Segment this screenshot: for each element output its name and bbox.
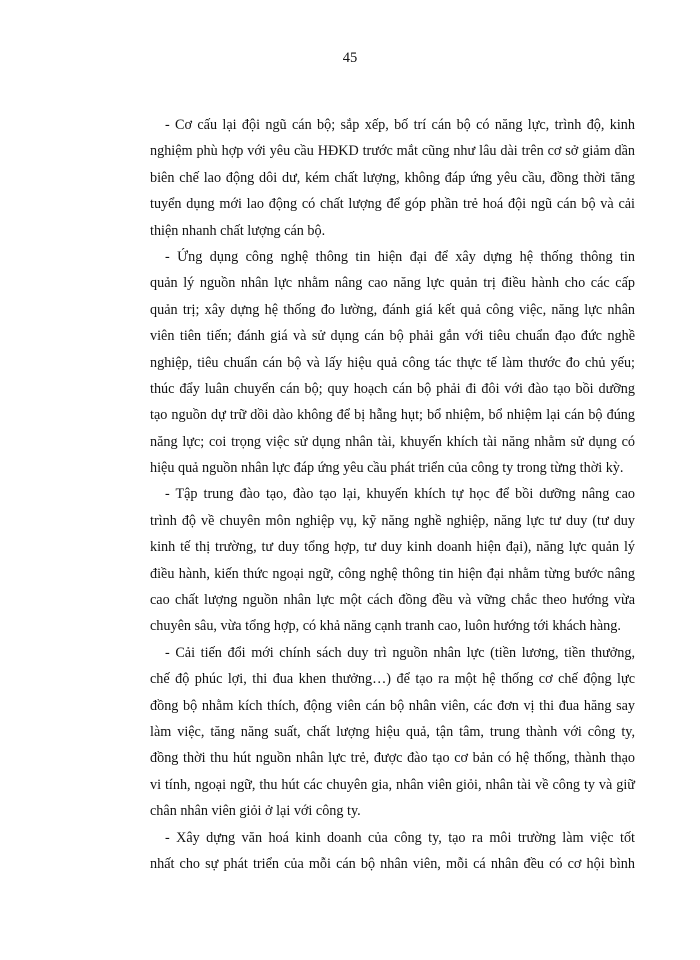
text-line: chế độ phúc lợi, thi đua khen thưởng…) để tạo ra một hệ thống cơ chế động lực <box>150 671 635 688</box>
text-line: - Tập trung đào tạo, đào tạo lại, khuyến khích tự học để bồi dưỡng nâng cao <box>165 486 635 503</box>
paragraph <box>150 825 635 878</box>
paragraph <box>150 244 635 482</box>
text-line: - Xây dựng văn hoá kinh doanh của công ty, tạo ra môi trường làm việc tốt <box>165 829 635 846</box>
document-body <box>150 112 635 877</box>
text-line: quản trị; xây dựng hệ thống đo lường, đánh giá kết quả công việc, năng lực nhân <box>150 301 635 318</box>
text-line: năng lực; coi trọng việc sử dụng nhân tài, khuyến khích tài năng nhằm sử dụng có <box>150 433 635 450</box>
paragraph <box>150 481 635 639</box>
text-line: nghiệm phù hợp với yêu cầu HĐKD trước mắt cũng như lâu dài trên cơ sở giảm dần <box>150 143 635 160</box>
text-line: quản lý nguồn nhân lực nhằm nâng cao năng lực quản trị điều hành cho các cấp <box>150 275 635 292</box>
text-line: thiện nhanh chất lượng cán bộ. <box>150 222 326 239</box>
text-line: chuyên sâu, vừa tổng hợp, có khả năng cạnh tranh cao, luôn hướng tới khách hàng. <box>150 618 621 635</box>
text-line: viên tiên tiến; đánh giá và sử dụng cán bộ phải gắn với tiêu chuẩn đạo đức nghề <box>150 328 635 345</box>
text-line: nhất cho sự phát triển của mỗi cán bộ nhân viên, mỗi cá nhân đều có cơ hội bình <box>150 855 635 872</box>
text-line: nghiệp, tiêu chuẩn cán bộ và lấy hiệu quả công tác thực tế làm thước đo chủ yếu; <box>150 354 635 371</box>
text-line: điều hành, kiến thức ngoại ngữ, công nghệ thông tin hiện đại nhằm từng bước nâng <box>150 565 635 582</box>
text-line: đồng thời thu hút nguồn nhân lực trẻ, được đào tạo cơ bản có hệ thống, thành thạo <box>150 750 635 767</box>
text-line: - Cơ cấu lại đội ngũ cán bộ; sắp xếp, bố trí cán bộ có năng lực, trình độ, kinh <box>165 117 635 133</box>
text-line: cao chất lượng nguồn nhân lực một cách đồng đều và vững chắc theo hướng vừa <box>150 592 635 609</box>
text-line: vi tính, ngoại ngữ, thu hút các chuyên gia, nhân viên giỏi, nhân tài về công ty và giữ <box>150 776 635 793</box>
text-line: kinh tế thị trường, tư duy tổng hợp, tư duy kinh doanh hiện đại), năng lực quản lý <box>150 539 635 556</box>
text-line: chân nhân viên giỏi ở lại với công ty. <box>150 803 361 820</box>
paragraph <box>150 112 635 244</box>
page-number: 45 <box>342 50 358 66</box>
text-line: thúc đẩy luân chuyển cán bộ; quy hoạch cán bộ phải đi đôi với đào tạo bồi dưỡng <box>150 380 635 397</box>
text-line: đồng bộ nhằm kích thích, động viên cán bộ nhân viên, các đơn vị thi đua hăng say <box>150 697 635 714</box>
text-line: làm việc, tăng năng suất, chất lượng hiệu quả, tận tâm, trung thành với công ty, <box>150 723 635 740</box>
text-line: tạo nguồn dự trữ dồi dào không để bị hẫng hụt; bổ nhiệm, bổ nhiệm lại cán bộ đúng <box>150 407 635 424</box>
paragraph <box>150 640 635 825</box>
text-line: trình độ về chuyên môn nghiệp vụ, kỹ năng nghề nghiệp, năng lực tư duy (tư duy <box>150 512 635 529</box>
text-line: biên chế lao động dôi dư, kém chất lượng, không đáp ứng yêu cầu, đồng thời tăng <box>150 169 635 186</box>
text-line: - Cải tiến đổi mới chính sách duy trì nguồn nhân lực (tiền lương, tiền thưởng, <box>165 644 635 661</box>
text-line: tuyển dụng mới lao động có chất lượng để góp phần trẻ hoá đội ngũ cán bộ và cải <box>150 196 635 213</box>
text-line: - Ứng dụng công nghệ thông tin hiện đại để xây dựng hệ thống thông tin <box>165 248 635 265</box>
text-line: hiệu quả nguồn nhân lực đáp ứng yêu cầu phát triển của công ty trong từng thời kỳ. <box>150 460 624 477</box>
